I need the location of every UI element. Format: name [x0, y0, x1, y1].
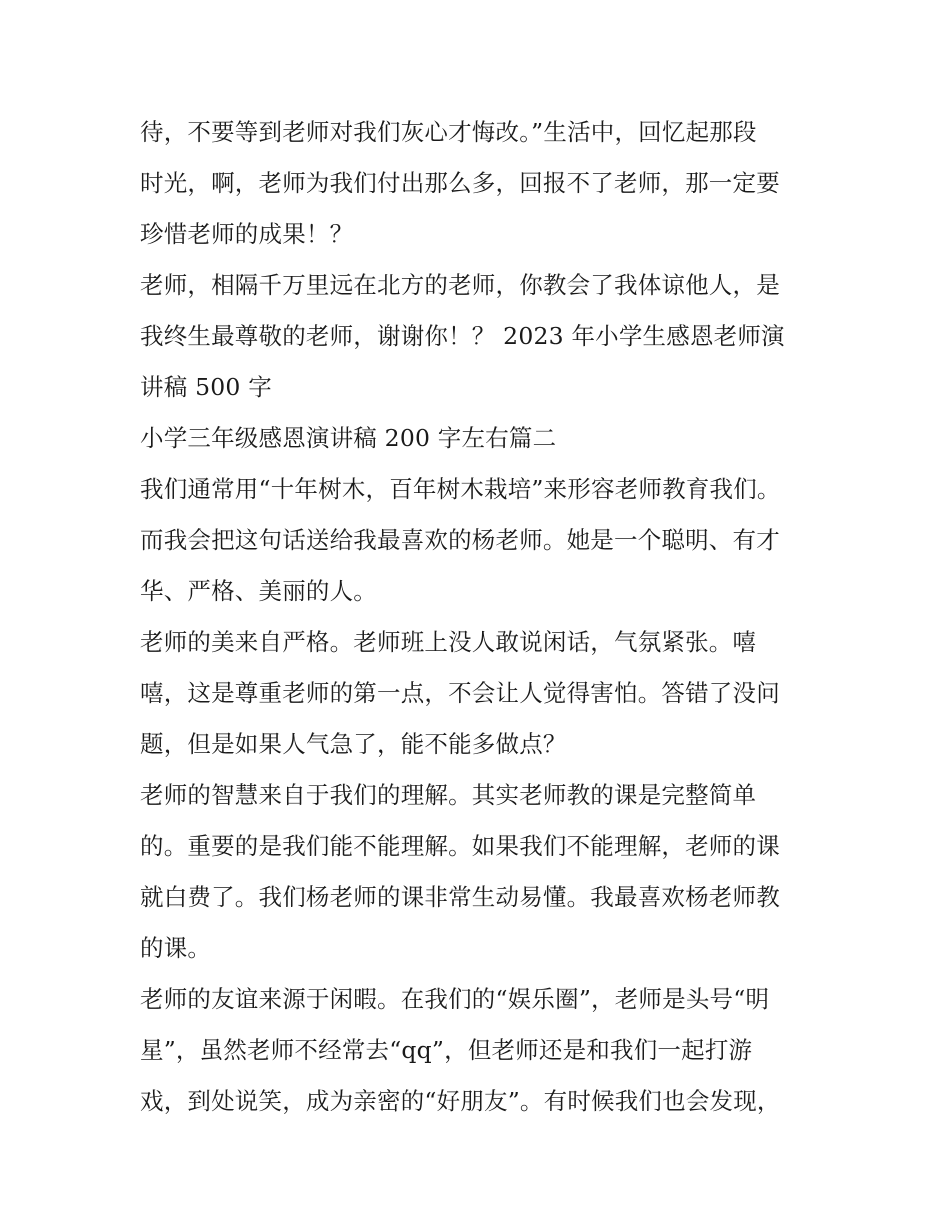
text-line: 而我会把这句话送给我最喜欢的杨老师。她是一个聪明、有才 — [140, 526, 780, 554]
text-line: 的。重要的是我们能不能理解。如果我们不能理解，老师的课 — [140, 832, 780, 860]
text-line: 老师的友谊来源于闲暇。在我们的“娱乐圈”，老师是头号“明 — [140, 985, 770, 1013]
text-line: 我终生最尊敬的老师，谢谢你！？ 2023 年小学生感恩老师演 — [140, 322, 785, 350]
text-line: 华、严格、美丽的人。 — [140, 577, 377, 605]
text-line: 讲稿 500 字 — [140, 373, 272, 401]
text-line: 老师，相隔千万里远在北方的老师，你教会了我体谅他人，是 — [140, 271, 780, 299]
section-heading: 小学三年级感恩演讲稿 200 字左右篇二 — [140, 424, 557, 452]
text-line: 题，但是如果人气急了，能不能多做点？ — [140, 730, 567, 758]
document-text-body — [140, 107, 820, 1127]
text-line: 嘻，这是尊重老师的第一点，不会让人觉得害怕。答错了没问 — [140, 679, 780, 707]
text-line: 珍惜老师的成果！？ — [140, 220, 354, 248]
text-line: 就白费了。我们杨老师的课非常生动易懂。我最喜欢杨老师教 — [140, 883, 780, 911]
text-line: 待，不要等到老师对我们灰心才悔改。”生活中，回忆起那段 — [140, 118, 757, 146]
text-line: 老师的智慧来自于我们的理解。其实老师教的课是完整简单 — [140, 781, 757, 809]
text-line: 戏，到处说笑，成为亲密的“好朋友”。有时候我们也会发现， — [140, 1087, 781, 1115]
text-line: 时光，啊，老师为我们付出那么多，回报不了老师，那一定要 — [140, 169, 780, 197]
text-line: 我们通常用“十年树木，百年树木栽培”来形容老师教育我们。 — [140, 475, 781, 503]
text-line: 星”，虽然老师不经常去“qq”，但老师还是和我们一起打游 — [140, 1036, 753, 1064]
text-line: 的课。 — [140, 934, 212, 962]
text-line: 老师的美来自严格。老师班上没人敢说闲话，气氛紧张。嘻 — [140, 628, 757, 656]
